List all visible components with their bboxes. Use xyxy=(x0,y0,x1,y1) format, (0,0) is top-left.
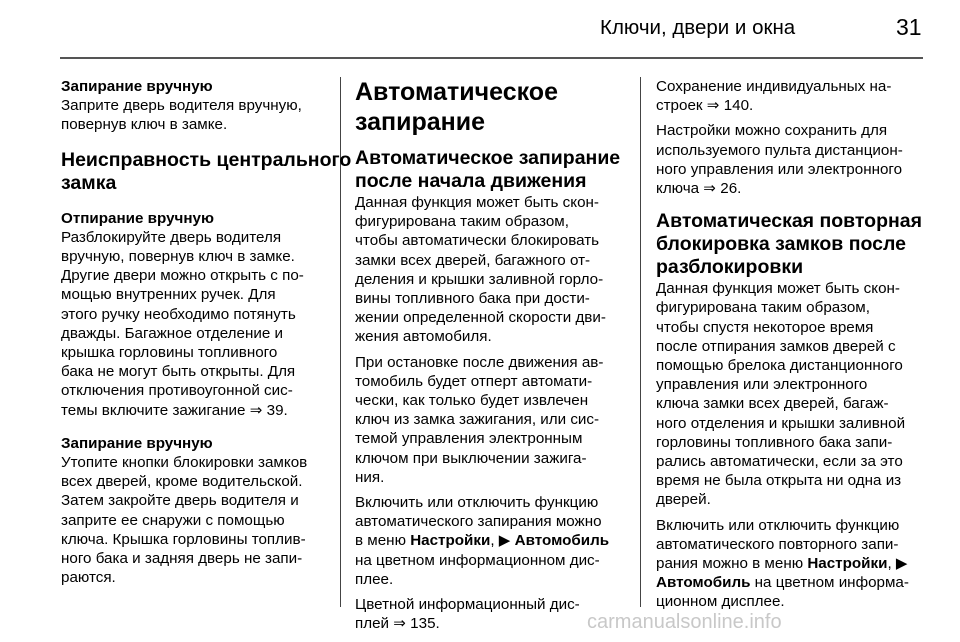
text-line: Данная функция может быть скон- xyxy=(656,280,900,298)
text-line: ного отделения и крышки заливной xyxy=(656,414,906,432)
text-line: строек ⇒ 140. xyxy=(656,97,754,115)
page-number: 31 xyxy=(896,14,922,40)
text-line: всех дверей, кроме водительской. xyxy=(61,473,303,491)
text-fragment: в меню xyxy=(355,532,411,550)
watermark: carmanualsonline.info xyxy=(587,611,782,633)
text-line: Заприте дверь водителя вручную, xyxy=(61,97,302,115)
heading-line: Автоматическое запирание xyxy=(355,147,621,169)
paragraph-settings-key xyxy=(656,121,922,198)
text-line: Сохранение индивидуальных на- xyxy=(656,78,892,95)
text-line: повернув ключ в замке. xyxy=(61,116,228,134)
text-line: управления или электронного xyxy=(656,376,868,394)
text-line: заприте ее снаружи с помощью xyxy=(61,511,285,529)
heading-automatic-locking xyxy=(355,77,620,137)
text-line: жении определенной скорости дви- xyxy=(355,309,606,327)
subheading-manual-locking-2: Запирание вручную xyxy=(61,434,213,452)
text-line: фигурирована таким образом, xyxy=(355,213,569,231)
text-line: темой управления электронным xyxy=(355,430,583,448)
text-line: на цветном информационном дис- xyxy=(355,551,600,569)
paragraph-manual-locking-2 xyxy=(61,453,351,587)
heading-line: Автоматическая повторная xyxy=(656,210,923,233)
text-line: Утопите кнопки блокировки замков xyxy=(61,454,308,472)
heading-line: после начала движения xyxy=(355,170,587,192)
paragraph-toggle-function xyxy=(355,493,620,589)
menu-vehicle: Автомобиль xyxy=(656,574,751,592)
running-header: Ключи, двери и окна xyxy=(600,16,796,39)
header-rule xyxy=(60,57,923,59)
menu-settings: Настройки xyxy=(410,532,491,550)
text-line: ключом при выключении зажига- xyxy=(355,449,587,467)
text-line: крышка горловины топливного xyxy=(61,344,278,362)
text-line: Цветной информационный дис- xyxy=(355,596,580,614)
text-line: томобиль будет отперт автомати- xyxy=(355,372,593,390)
paragraph-manual-unlocking xyxy=(61,228,351,420)
paragraph-toggle-relock xyxy=(656,516,922,612)
subheading-manual-unlocking: Отпирание вручную xyxy=(61,209,214,227)
text-line: раются. xyxy=(61,569,116,587)
heading-lock-after-drive xyxy=(355,147,620,193)
menu-arrow-separator: , ▶ xyxy=(490,532,515,550)
column-middle xyxy=(355,77,620,633)
text-line: замки всех дверей, багажного от- xyxy=(355,251,591,269)
text-line: жения автомобиля. xyxy=(355,328,492,346)
text-line: Включить или отключить функцию xyxy=(355,494,599,512)
menu-vehicle: Автомобиль xyxy=(514,532,610,550)
text-line: используемого пульта дистанцион- xyxy=(656,141,903,159)
text-line: Затем закройте дверь водителя и xyxy=(61,492,299,510)
text-line: горловины топливного бака запи- xyxy=(656,433,893,451)
text-line: Разблокируйте дверь водителя xyxy=(61,228,282,246)
text-line: отключения противоугонной сис- xyxy=(61,382,293,400)
text-line: вручную, повернув ключ в замке. xyxy=(61,248,295,266)
text-line xyxy=(656,573,922,592)
text-line: Другие двери можно открыть с по- xyxy=(61,267,304,285)
text-line: время не была открыта ни одна из xyxy=(656,472,902,490)
column-left xyxy=(61,77,351,587)
text-line: вины топливного бака при дости- xyxy=(355,290,590,308)
text-line: помощью брелока дистанционного xyxy=(656,357,903,375)
heading-line: запирание xyxy=(355,108,486,136)
paragraph-save-settings xyxy=(656,77,922,115)
text-line: фигурирована таким образом, xyxy=(656,299,870,317)
heading-line: Неисправность центрального xyxy=(61,148,352,171)
text-line: после отпирания замков дверей с xyxy=(656,337,896,355)
text-fragment: на цветном информа- xyxy=(750,574,909,592)
text-line: бака не могут быть открыты. Для xyxy=(61,363,296,381)
text-line: дверей. xyxy=(656,491,711,509)
text-line: Включить или отключить функцию xyxy=(656,516,900,534)
text-line: ключа ⇒ 26. xyxy=(656,180,742,198)
text-line: чтобы автоматически блокировать xyxy=(355,232,600,250)
text-line: чтобы спустя некоторое время xyxy=(656,318,874,336)
text-line: ционном дисплее. xyxy=(656,593,785,611)
text-line: плее. xyxy=(355,570,394,588)
heading-line: разблокировки xyxy=(656,256,804,279)
menu-settings: Настройки xyxy=(807,555,888,573)
text-line: Настройки можно сохранить для xyxy=(656,122,888,140)
column-divider-2 xyxy=(640,77,641,607)
text-line: дважды. Багажное отделение и xyxy=(61,324,284,342)
text-line xyxy=(355,531,620,550)
text-fragment: рания можно в меню xyxy=(656,555,808,573)
column-right xyxy=(656,77,922,612)
text-line: Данная функция может быть скон- xyxy=(355,194,599,211)
menu-arrow-separator: , ▶ xyxy=(887,555,908,573)
text-line: ного управления или электронного xyxy=(656,160,903,178)
text-line: ключ из замка зажигания, или сис- xyxy=(355,411,600,429)
text-line: темы включите зажигание ⇒ 39. xyxy=(61,401,288,419)
text-line: этого ручку необходимо потянуть xyxy=(61,305,296,323)
text-line: рались автоматически, если за это xyxy=(656,453,903,471)
heading-central-lock-fault xyxy=(61,149,351,195)
text-line xyxy=(656,554,922,573)
heading-line: замка xyxy=(61,171,117,194)
paragraph-manual-locking xyxy=(61,96,351,134)
text-line: чески, как только будет извлечен xyxy=(355,392,589,410)
paragraph-relock-description xyxy=(656,279,922,509)
text-line: ния. xyxy=(355,468,385,486)
heading-auto-relock xyxy=(656,210,922,279)
paragraph-unlock-on-stop xyxy=(355,353,620,487)
text-line: ключа замки всех дверей, багаж- xyxy=(656,395,889,413)
text-line: мощью внутренних ручек. Для xyxy=(61,286,276,304)
heading-line: блокировка замков после xyxy=(656,233,906,256)
text-line: ключа. Крышка горловины топлив- xyxy=(61,530,306,548)
text-line: ного бака и задняя дверь не запи- xyxy=(61,550,303,568)
paragraph-lock-description xyxy=(355,193,620,347)
text-line: автоматического запирания можно xyxy=(355,513,602,531)
text-line: деления и крышки заливной горло- xyxy=(355,270,604,288)
paragraph-display-ref xyxy=(355,595,620,633)
heading-line: Автоматическое xyxy=(355,78,558,106)
text-line: При остановке после движения ав- xyxy=(355,353,604,371)
text-line: автоматического повторного запи- xyxy=(656,535,899,553)
text-line: плей ⇒ 135. xyxy=(355,615,440,633)
subheading-manual-locking: Запирание вручную xyxy=(61,78,213,95)
